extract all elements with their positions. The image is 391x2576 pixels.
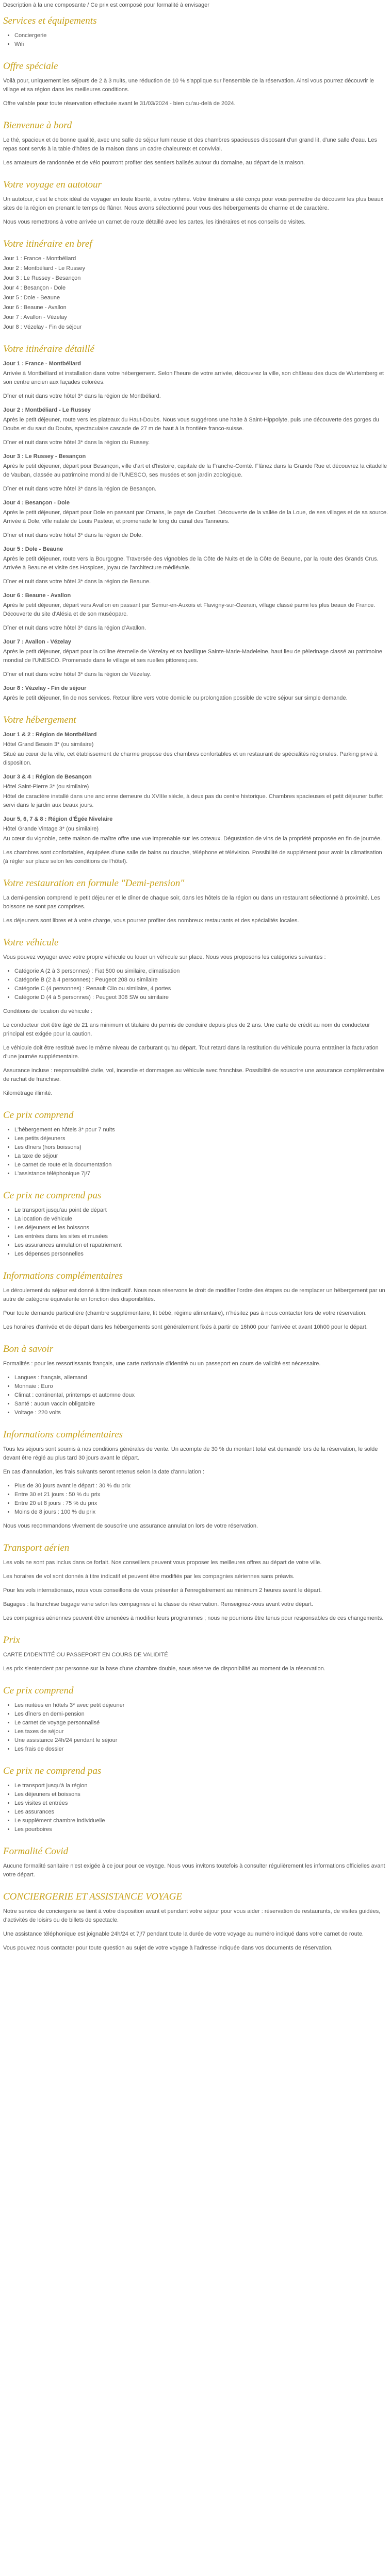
summary-day: Jour 7 : Avallon - Vézelay: [3, 314, 67, 320]
complementary-text: Nous vous recommandons vivement de souscrire une assurance annulation lors de votre réservation.: [3, 1523, 258, 1529]
day-heading: Jour 1 : France - Montbéliard: [3, 361, 81, 367]
itinerary-detail: [3, 360, 388, 703]
price-title: Prix: [3, 1635, 20, 1646]
good-to-know-list: [3, 1374, 388, 1417]
day-block: [3, 638, 388, 679]
lodging-name: Hôtel Saint-Pierre 3* (ou similaire): [3, 784, 89, 790]
day-heading: Jour 4 : Besançon - Dole: [3, 500, 70, 506]
vehicle-title: Votre véhicule: [3, 937, 59, 948]
list-item: • Plus de 30 jours avant le départ : 30 % du prix: [14, 1482, 388, 1490]
day-heading: Jour 8 : Vézelay - Fin de séjour: [3, 685, 87, 691]
good-to-know-text: Formalités : pour les ressortissants français, une carte nationale d'identité ou un passeport en cours de validité est nécessaire.: [3, 1361, 321, 1367]
list-item: • Le supplément chambre individuelle: [14, 1817, 388, 1825]
list-item: • Moins de 8 jours : 100 % du prix: [14, 1508, 388, 1517]
lodging-item: [3, 815, 388, 843]
roadtrip-title: Votre voyage en autotour: [3, 179, 102, 190]
complementary-text: Tous les séjours sont soumis à nos conditions générales de vente. Un acompte de 30 % du montant total est demandé lors de la réservation, le solde devant être réglé au plus tard 30 jours avant le départ.: [3, 1446, 378, 1461]
concierge-text: Notre service de conciergerie se tient à votre disposition avant et pendant votre séjour pour vous aider : réservation de restaurants, de visites guidées, d'activités de loisirs ou de billets de spectacle.: [3, 1908, 381, 1923]
not-included-title: Ce prix ne comprend pas: [3, 1766, 102, 1776]
list-item: • Voltage : 220 volts: [14, 1409, 388, 1417]
lodging-item: [3, 773, 388, 810]
good-to-know-title: Bon à savoir: [3, 1344, 54, 1354]
day-block: [3, 452, 388, 494]
list-item: • Les taxes de séjour: [14, 1727, 388, 1736]
day-heading: Jour 6 : Beaune - Avallon: [3, 592, 71, 599]
day-block: [3, 499, 388, 540]
transport-text: Pour les vols internationaux, nous vous conseillons de vous présenter à l'enregistrement au minimum 2 heures avant le départ.: [3, 1587, 322, 1594]
complementary-text: En cas d'annulation, les frais suivants seront retenus selon la date d'annulation :: [3, 1469, 205, 1475]
welcome-text: Les amateurs de randonnée et de vélo pourront profiter des sentiers balisés autour du domaine, au départ de la maison.: [3, 160, 305, 166]
services-title: Services et équipements: [3, 15, 97, 26]
list-item: • Santé : aucun vaccin obligatoire: [14, 1400, 388, 1409]
transport-text: Les horaires de vol sont donnés à titre indicatif et peuvent être modifiés par les compagnies aériennes sans préavis.: [3, 1573, 295, 1580]
day-heading: Jour 3 : Le Russey - Besançon: [3, 453, 86, 460]
list-item: • Les assurances annulation et rapatriement: [14, 1241, 388, 1250]
summary-day: Jour 8 : Vézelay - Fin de séjour: [3, 324, 82, 330]
meals-text: Les déjeuners sont libres et à votre charge, vous pourrez profiter des nombreux restaurants et des spécialités locales.: [3, 918, 299, 924]
included-title: Ce prix comprend: [3, 1110, 74, 1121]
vehicle-list: [3, 967, 388, 1002]
info-title: Informations complémentaires: [3, 1270, 123, 1281]
list-item: • La location de véhicule: [14, 1215, 388, 1224]
day-text: Après le petit déjeuner, route vers la Bourgogne. Traversée des vignobles de la Côte de Nuits et de la Côte de Beaune, par la route des Grands Crus. Arrivée à Beaune et visite des Hospices, joyau de l'architecture médiévale.: [3, 556, 379, 571]
lodging-text: Au cœur du vignoble, cette maison de maître offre une vue imprenable sur les coteaux. Dégustation de vins de la propriété proposée en fin de journée.: [3, 836, 382, 842]
day-block: [3, 360, 388, 401]
info-text: Le déroulement du séjour est donné à titre indicatif. Nous nous réservons le droit de modifier l'ordre des étapes ou de remplacer un hébergement par un autre de catégorie équivalente en fonction des disponibilités.: [3, 1287, 385, 1302]
roadtrip-text: Nous vous remettrons à votre arrivée un carnet de route détaillé avec les cartes, les itinéraires et nos conseils de visites.: [3, 219, 306, 225]
day-text: Dîner et nuit dans votre hôtel 3* dans la région de Montbéliard.: [3, 393, 161, 399]
itinerary-summary: [3, 255, 388, 332]
concierge-text: Vous pouvez nous contacter pour toute question au sujet de votre voyage à l'adresse indiquée dans vos documents de réservation.: [3, 1945, 333, 1951]
day-block: [3, 591, 388, 633]
excluded-title: Ce prix ne comprend pas: [3, 1190, 102, 1201]
day-heading: Jour 5 : Dole - Beaune: [3, 546, 63, 552]
summary-day: Jour 1 : France - Montbéliard: [3, 256, 76, 262]
offer-text: Voilà pour, uniquement les séjours de 2 à 3 nuits, une réduction de 10 % s'applique sur l'ensemble de la réservation. Ainsi vous pourrez découvrir le village et sa région dans les meilleures conditions.: [3, 78, 374, 93]
list-item: • Catégorie A (2 à 3 personnes) : Fiat 500 ou similaire, climatisation: [14, 967, 388, 976]
price-text: Les prix s'entendent par personne sur la base d'une chambre double, sous réserve de disponibilité au moment de la réservation.: [3, 1666, 325, 1672]
list-item: • Monnaie : Euro: [14, 1382, 388, 1391]
list-item: • Les dîners (hors boissons): [14, 1143, 388, 1152]
list-item: • Entre 20 et 8 jours : 75 % du prix: [14, 1499, 388, 1508]
summary-day: Jour 5 : Dole - Beaune: [3, 295, 60, 301]
day-text: Après le petit déjeuner, départ pour la colline éternelle de Vézelay et sa basilique Sainte-Marie-Madeleine, haut lieu de pèlerinage classé au patrimoine mondial de l'UNESCO. Promenade dans le village et ses ruelles pittoresques.: [3, 649, 383, 664]
list-item: • Les pourboires: [14, 1825, 388, 1834]
list-item: • Les petits déjeuners: [14, 1134, 388, 1143]
list-item: • Langues : français, allemand: [14, 1374, 388, 1382]
lodging-text: Hôtel de caractère installé dans une ancienne demeure du XVIIIe siècle, à deux pas du centre historique. Chambres spacieuses et petit déjeuner buffet servi dans le jardin aux beaux jours.: [3, 793, 383, 808]
included-list: [3, 1126, 388, 1178]
lodging-heading: Jour 5, 6, 7 & 8 : Région d'Égée Nivelaire: [3, 816, 113, 822]
list-item: • L'assistance téléphonique 7j/7: [14, 1170, 388, 1178]
lodging-item: [3, 731, 388, 768]
vehicle-text: Le conducteur doit être âgé de 21 ans minimum et titulaire du permis de conduire depuis plus de 2 ans. Une carte de crédit au nom du conducteur principal est exigée pour la caution.: [3, 1022, 370, 1037]
roadtrip-text: Un autotour, c'est le choix idéal de voyager en toute liberté, à votre rythme. Votre itinéraire a été conçu pour vous permettre de découvrir les plus beaux sites de la région en prenant le temps de flâner. Nous avons sélectionné pour vous des hébergements de charme et de caractère.: [3, 196, 384, 211]
transport-text: Les compagnies aériennes peuvent être amenées à modifier leurs programmes ; nous ne pourrions être tenus pour responsables de ces changements.: [3, 1615, 384, 1621]
vehicle-text: Vous pouvez voyager avec votre propre véhicule ou louer un véhicule sur place. Nous vous proposons les catégories suivantes :: [3, 954, 326, 960]
list-item: • Une assistance 24h/24 pendant le séjour: [14, 1736, 388, 1745]
cancellation-list: [3, 1482, 388, 1517]
summary-day: Jour 3 : Le Russey - Besançon: [3, 275, 81, 281]
day-text: Dîner et nuit dans votre hôtel 3* dans la région de Vézelay.: [3, 671, 151, 677]
day-text: Après le petit déjeuner, fin de nos services. Retour libre vers votre domicile ou prolongation possible de votre séjour sur simple demande.: [3, 695, 348, 701]
list-item: • Les entrées dans les sites et musées: [14, 1232, 388, 1241]
summary-day: Jour 6 : Beaune - Avallon: [3, 304, 67, 311]
vehicle-text: Kilométrage illimité.: [3, 1090, 53, 1096]
list-item: • La taxe de séjour: [14, 1152, 388, 1161]
list-item: • L'hébergement en hôtels 3* pour 7 nuits: [14, 1126, 388, 1134]
transport-text: Les vols ne sont pas inclus dans ce forfait. Nos conseillers peuvent vous proposer les meilleures offres au départ de votre ville.: [3, 1560, 322, 1566]
info-text: Pour toute demande particulière (chambre supplémentaire, lit bébé, régime alimentaire), n'hésitez pas à nous contacter lors de votre réservation.: [3, 1310, 367, 1316]
day-block: [3, 684, 388, 703]
day-heading: Jour 7 : Avallon - Vézelay: [3, 639, 71, 645]
list-item: • Wifi: [14, 40, 388, 49]
day-text: Dîner et nuit dans votre hôtel 3* dans la région d'Avallon.: [3, 625, 146, 631]
welcome-title: Bienvenue à bord: [3, 120, 72, 131]
day-text: Dîner et nuit dans votre hôtel 3* dans la région du Russey.: [3, 439, 150, 446]
transport-title: Transport aérien: [3, 1543, 70, 1553]
price-text: CARTE D'IDENTITÉ OU PASSEPORT EN COURS DE VALIDITÉ: [3, 1652, 168, 1658]
itinerary-detail-title: Votre itinéraire détaillé: [3, 344, 94, 354]
list-item: • Le transport jusqu'à la région: [14, 1782, 388, 1790]
offer-title: Offre spéciale: [3, 61, 58, 72]
vehicle-text: Le véhicule doit être restitué avec le même niveau de carburant qu'au départ. Tout retard dans la restitution du véhicule pourra entraîner la facturation d'une journée supplémentaire.: [3, 1045, 379, 1060]
list-item: • Le transport jusqu'au point de départ: [14, 1206, 388, 1215]
lodging-title: Votre hébergement: [3, 715, 76, 725]
offer-validity: Offre valable pour toute réservation effectuée avant le 31/03/2024 - bien qu'au-delà de 2024.: [3, 100, 236, 107]
covid-text: Aucune formalité sanitaire n'est exigée à ce jour pour ce voyage. Nous vous invitons toutefois à consulter régulièrement les informations officielles avant votre départ.: [3, 1863, 385, 1878]
day-text: Dîner et nuit dans votre hôtel 3* dans la région de Beaune.: [3, 579, 151, 585]
lodging-name: Hôtel Grand Besoin 3* (ou similaire): [3, 741, 94, 748]
lodging-heading: Jour 1 & 2 : Région de Montbéliard: [3, 732, 97, 738]
list-item: • Catégorie D (4 à 5 personnes) : Peugeot 308 SW ou similaire: [14, 993, 388, 1002]
summary-day: Jour 2 : Montbéliard - Le Russey: [3, 265, 85, 272]
day-text: Après le petit déjeuner, départ vers Avallon en passant par Semur-en-Auxois et Flavigny-sur-Ozerain, village classé parmi les plus beaux de France. Découverte du site d'Alésia et de son muséoparc.: [3, 602, 376, 617]
list-item: • Les visites et entrées: [14, 1799, 388, 1808]
list-item: • Entre 30 et 21 jours : 50 % du prix: [14, 1490, 388, 1499]
list-item: • Les déjeuners et boissons: [14, 1790, 388, 1799]
day-block: [3, 406, 388, 447]
list-item: • Catégorie B (2 à 4 personnes) : Peugeot 208 ou similaire: [14, 976, 388, 985]
vehicle-text: Conditions de location du véhicule :: [3, 1008, 93, 1014]
concierge-title: CONCIERGERIE ET ASSISTANCE VOYAGE: [3, 1891, 182, 1902]
day-text: Arrivée à Montbéliard et installation dans votre hébergement. Selon l'heure de votre arrivée, découvrez la ville, son château des ducs de Wurtemberg et son centre ancien aux façades colorées.: [3, 370, 384, 385]
transport-text: Bagages : la franchise bagage varie selon les compagnies et la classe de réservation. Renseignez-vous avant votre départ.: [3, 1601, 314, 1607]
services-list: [3, 31, 388, 49]
list-item: • Les frais de dossier: [14, 1745, 388, 1754]
vehicle-text: Assurance incluse : responsabilité civile, vol, incendie et dommages au véhicule avec franchise. Possibilité de souscrire une assurance complémentaire de rachat de franchise.: [3, 1067, 384, 1082]
list-item: • Les assurances: [14, 1808, 388, 1817]
day-heading: Jour 2 : Montbéliard - Le Russey: [3, 407, 91, 413]
info-text: Les horaires d'arrivée et de départ dans les hébergements sont généralement fixés à partir de 16h00 pour l'arrivée et avant 10h00 pour le départ.: [3, 1324, 368, 1330]
day-text: Après le petit déjeuner, départ pour Besançon, ville d'art et d'histoire, capitale de la Franche-Comté. Flânez dans la Grande Rue et découvrez la citadelle de Vauban, classée au patrimoine mondial de l'UNESCO, ses musées et son jardin zoologique.: [3, 463, 387, 478]
lodging-heading: Jour 3 & 4 : Région de Besançon: [3, 774, 92, 780]
concierge-text: Une assistance téléphonique est joignable 24h/24 et 7j/7 pendant toute la durée de votre voyage au numéro indiqué dans votre carnet de route.: [3, 1931, 364, 1937]
complementary-title: Informations complémentaires: [3, 1429, 123, 1440]
lodging-note: Les chambres sont confortables, équipées d'une salle de bains ou douche, téléphone et télévision. Possibilité de supplément pour avoir la climatisation (à régler sur place selon les conditions de l'hôtel).: [3, 850, 382, 865]
covid-title: Formalité Covid: [3, 1846, 69, 1857]
list-item: • Le carnet de voyage personnalisé: [14, 1719, 388, 1727]
lodging-text: Situé au cœur de la ville, cet établissement de charme propose des chambres confortables et un restaurant de spécialités régionales. Parking privé à disposition.: [3, 751, 378, 766]
list-item: • Conciergerie: [14, 31, 388, 40]
list-item: • Les déjeuners et les boissons: [14, 1224, 388, 1232]
day-text: Après le petit déjeuner, départ pour Dole en passant par Ornans, le pays de Courbet. Découverte de la vallée de la Loue, de ses villages et de sa source. Arrivée à Dole, ville natale de Louis Pasteur, et promenade le long du canal des Tanneurs.: [3, 510, 388, 524]
excluded-list: [3, 1206, 388, 1259]
list-item: • Les dîners en demi-pension: [14, 1710, 388, 1719]
day-text: Dîner et nuit dans votre hôtel 3* dans la région de Besançon.: [3, 486, 157, 492]
meals-title: Votre restauration en formule "Demi-pension": [3, 878, 185, 889]
itinerary-summary-title: Votre itinéraire en bref: [3, 239, 92, 249]
fees-list: [3, 1701, 388, 1754]
summary-day: Jour 4 : Besançon - Dole: [3, 285, 66, 291]
list-item: • Les nuitées en hôtels 3* avec petit déjeuner: [14, 1701, 388, 1710]
fees-title: Ce prix comprend: [3, 1685, 74, 1696]
not-included-list: [3, 1782, 388, 1834]
day-text: Après le petit déjeuner, route vers les plateaux du Haut-Doubs. Nous vous suggérons une halte à Saint-Hippolyte, puis une découverte des gorges du Doubs et du saut du Doubs, spectaculaire cascade de 27 m de haut à la frontière franco-suisse.: [3, 417, 379, 432]
list-item: • Le carnet de route et la documentation: [14, 1161, 388, 1170]
day-block: [3, 545, 388, 586]
intro-text: Description à la une composante / Ce prix est composé pour formalité à envisager: [3, 2, 209, 8]
lodging-name: Hôtel Grande Vintage 3* (ou similaire): [3, 826, 99, 832]
list-item: • Catégorie C (4 personnes) : Renault Clio ou similaire, 4 portes: [14, 985, 388, 993]
day-text: Dîner et nuit dans votre hôtel 3* dans la région de Dole.: [3, 532, 143, 538]
list-item: • Climat : continental, printemps et automne doux: [14, 1391, 388, 1400]
welcome-text: Le thé, spacieux et de bonne qualité, avec une salle de séjour lumineuse et des chambres spacieuses disposant d'un grand lit, d'une salle d'eau. Les repas sont servis à la table d'hôtes de la maison dans un cadre chaleureux et convivial.: [3, 137, 377, 152]
list-item: • Les dépenses personnelles: [14, 1250, 388, 1259]
meals-text: La demi-pension comprend le petit déjeuner et le dîner de chaque soir, dans les hôtels de la région ou dans un restaurant sélectionné à proximité. Les boissons ne sont pas comprises.: [3, 895, 380, 910]
